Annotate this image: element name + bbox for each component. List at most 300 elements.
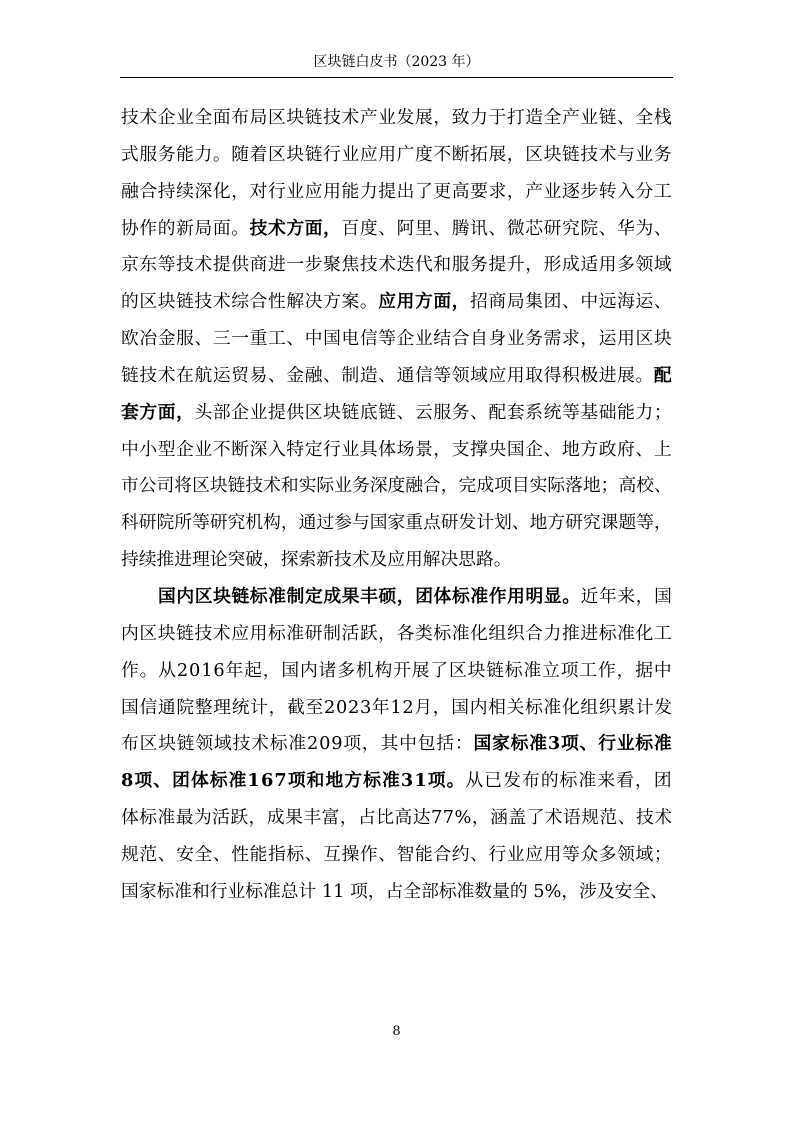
text-glyph: 应 bbox=[525, 844, 544, 865]
text-glyph: 企 bbox=[396, 329, 415, 350]
text-glyph: 布 bbox=[521, 771, 540, 792]
text-glyph: 块 bbox=[157, 292, 176, 313]
text-glyph: 块 bbox=[286, 144, 305, 165]
text-glyph: 极 bbox=[580, 365, 599, 386]
text-glyph: 的 bbox=[121, 292, 139, 313]
text-glyph: 来 bbox=[597, 771, 616, 792]
text-glyph: 标 bbox=[268, 623, 286, 644]
text-glyph: 场 bbox=[396, 439, 415, 460]
text-glyph: 支 bbox=[451, 439, 470, 460]
bold-text-glyph: 准 bbox=[228, 770, 247, 792]
text-glyph: 研 bbox=[543, 218, 562, 239]
bold-text-glyph: 方 bbox=[344, 770, 363, 792]
text-glyph: 课 bbox=[600, 513, 619, 534]
text-glyph: 力 bbox=[543, 623, 562, 644]
text-glyph: 、 bbox=[470, 844, 488, 865]
text-glyph: 公 bbox=[138, 476, 157, 497]
text-glyph: 代 bbox=[415, 255, 433, 276]
text-glyph: 适 bbox=[580, 255, 599, 276]
text-glyph: 相 bbox=[488, 697, 506, 718]
text-line bbox=[121, 800, 672, 837]
text-glyph: 致 bbox=[451, 108, 470, 128]
text-glyph: 能 bbox=[617, 402, 635, 423]
text-glyph: 领 bbox=[195, 734, 214, 755]
text-glyph: 融 bbox=[405, 476, 424, 497]
bold-text-glyph: 准 bbox=[470, 585, 489, 607]
text-glyph: 链 bbox=[176, 292, 194, 313]
text-glyph: 了 bbox=[430, 660, 449, 681]
bold-text-glyph: 术 bbox=[268, 217, 286, 239]
text-glyph: 年 bbox=[225, 660, 244, 681]
text-glyph: 术 bbox=[157, 365, 176, 386]
text-glyph: 划 bbox=[494, 513, 512, 534]
text-glyph: 与 bbox=[617, 144, 635, 165]
text-glyph: 、 bbox=[194, 329, 213, 350]
text-glyph: ； bbox=[600, 476, 619, 497]
text-glyph: 中 bbox=[399, 734, 417, 755]
text-glyph: 占 bbox=[358, 808, 376, 829]
text-glyph: 标 bbox=[139, 808, 157, 829]
text-glyph: 深 bbox=[369, 476, 388, 497]
text-glyph: 迭 bbox=[396, 255, 415, 276]
text-glyph: 服 bbox=[451, 255, 470, 276]
text-glyph: 头 bbox=[194, 402, 213, 423]
text-glyph: 进 bbox=[268, 255, 286, 276]
text-glyph: 用 bbox=[249, 623, 268, 644]
text-glyph: 互 bbox=[323, 844, 341, 865]
running-header bbox=[120, 53, 673, 78]
text-glyph: 1 bbox=[201, 660, 213, 681]
text-glyph: 通 bbox=[396, 365, 415, 386]
text-line bbox=[121, 653, 672, 690]
text-glyph: 形 bbox=[543, 255, 562, 276]
text-glyph: 准 bbox=[543, 697, 562, 718]
text-glyph: 广 bbox=[396, 144, 415, 165]
text-glyph: 业 bbox=[506, 329, 525, 350]
text-glyph: 中 bbox=[121, 439, 139, 460]
text-glyph: 区 bbox=[635, 329, 654, 350]
text-glyph: 块 bbox=[209, 476, 228, 497]
text-glyph: 上 bbox=[653, 439, 672, 460]
text-glyph: 局 bbox=[506, 292, 525, 313]
text-glyph: 究 bbox=[582, 513, 601, 534]
text-glyph: 内 bbox=[121, 623, 139, 644]
text-glyph: 用 bbox=[506, 365, 525, 386]
text-glyph: 业 bbox=[635, 144, 654, 165]
text-glyph: 多 bbox=[337, 660, 356, 681]
text-glyph: 面 bbox=[212, 108, 231, 128]
text-glyph: 服 bbox=[433, 402, 452, 423]
text-glyph: 机 bbox=[245, 513, 264, 534]
text-glyph: 据 bbox=[635, 660, 654, 681]
text-glyph: 等 bbox=[636, 513, 654, 534]
text-glyph: 应 bbox=[231, 623, 250, 644]
text-glyph: 贸 bbox=[231, 365, 250, 386]
text-line bbox=[121, 726, 672, 763]
text-glyph: 项 bbox=[560, 660, 579, 681]
text-glyph: 市 bbox=[121, 476, 139, 497]
text-glyph: 型 bbox=[157, 439, 176, 460]
text-glyph: 金 bbox=[286, 365, 305, 386]
text-glyph: 京 bbox=[121, 255, 139, 276]
text-glyph: 准 bbox=[523, 660, 542, 681]
text-glyph: 面 bbox=[212, 218, 231, 239]
text-glyph: 、 bbox=[378, 844, 397, 865]
text-glyph: 府 bbox=[617, 439, 635, 460]
text-glyph: 发 bbox=[654, 697, 672, 718]
text-glyph: ， bbox=[616, 660, 635, 681]
text-glyph: 提 bbox=[488, 255, 507, 276]
text-glyph: ， bbox=[268, 697, 287, 718]
text-glyph: 、 bbox=[653, 476, 672, 497]
text-glyph: 用 bbox=[617, 329, 635, 350]
text-glyph: 研 bbox=[138, 513, 157, 534]
text-glyph: 块 bbox=[157, 623, 176, 644]
text-glyph: 远 bbox=[598, 292, 617, 313]
text-glyph: 百 bbox=[341, 218, 360, 239]
text-glyph: 布 bbox=[121, 734, 139, 755]
text-run: 持续推进理论突破，探索新技术及应用解决思路。 bbox=[121, 550, 512, 571]
text-glyph: 推 bbox=[562, 623, 580, 644]
text-glyph: 新 bbox=[176, 218, 194, 239]
bold-text-glyph: 方 bbox=[139, 401, 158, 423]
text-glyph: 组 bbox=[488, 623, 507, 644]
bold-text-glyph: 准 bbox=[654, 733, 672, 755]
bold-text-glyph: 成 bbox=[323, 585, 342, 607]
text-glyph: 求 bbox=[562, 329, 580, 350]
text-line bbox=[121, 174, 672, 211]
text-glyph: 区 bbox=[304, 402, 323, 423]
text-glyph: 工 bbox=[653, 181, 672, 202]
text-glyph: 供 bbox=[286, 402, 305, 423]
text-glyph: 作 bbox=[139, 218, 158, 239]
text-glyph: 领 bbox=[451, 365, 470, 386]
text-glyph: 团 bbox=[543, 292, 562, 313]
text-glyph: 务 bbox=[157, 144, 176, 165]
text-glyph: 深 bbox=[249, 439, 268, 460]
bold-text-glyph: 7 bbox=[274, 770, 287, 792]
text-glyph: 化 bbox=[212, 181, 231, 202]
text-glyph: 比 bbox=[376, 808, 395, 829]
text-glyph: 、 bbox=[323, 365, 341, 386]
text-glyph: 链 bbox=[598, 108, 617, 128]
text-glyph: ， bbox=[378, 623, 397, 644]
text-glyph: 9 bbox=[331, 734, 343, 755]
text-glyph: 进 bbox=[580, 623, 599, 644]
text-glyph: 的 bbox=[157, 218, 176, 239]
text-glyph: 1 bbox=[390, 697, 402, 718]
bold-text-glyph: 定 bbox=[305, 585, 323, 607]
text-glyph: 工 bbox=[579, 660, 598, 681]
text-glyph: 3 bbox=[359, 697, 372, 718]
text-glyph: 究 bbox=[562, 218, 580, 239]
text-glyph: 业 bbox=[506, 844, 525, 865]
text-glyph: 展 bbox=[415, 108, 433, 128]
text-glyph: 中 bbox=[653, 660, 672, 681]
bold-text-glyph: 用 bbox=[396, 291, 415, 313]
text-line bbox=[121, 247, 672, 284]
text-glyph: 、 bbox=[653, 218, 672, 239]
bold-text-glyph: 1 bbox=[247, 770, 260, 792]
bold-text-glyph: 地 bbox=[325, 770, 344, 792]
text-glyph: 随 bbox=[231, 144, 250, 165]
text-glyph: 合 bbox=[139, 181, 158, 202]
text-glyph: 技 bbox=[245, 476, 264, 497]
text-glyph: 术 bbox=[251, 734, 269, 755]
bold-text-glyph: 准 bbox=[382, 770, 400, 792]
bold-text-glyph: 。 bbox=[446, 770, 465, 792]
text-glyph: ， bbox=[440, 476, 459, 497]
text-glyph: 等 bbox=[562, 844, 580, 865]
bold-text-glyph: 硕 bbox=[378, 585, 397, 607]
text-glyph: 服 bbox=[176, 329, 194, 350]
text-glyph: 应 bbox=[488, 365, 507, 386]
text-glyph: 实 bbox=[298, 476, 317, 497]
text-glyph: 行 bbox=[268, 181, 286, 202]
text-glyph: 0 bbox=[189, 660, 201, 681]
text-glyph: ， bbox=[231, 181, 250, 202]
text-glyph: 年 bbox=[599, 586, 617, 607]
text-glyph: 准 bbox=[617, 623, 635, 644]
text-glyph: 盖 bbox=[508, 808, 527, 829]
text-glyph: 积 bbox=[562, 365, 580, 386]
text-glyph: 作 bbox=[598, 660, 616, 681]
text-glyph: 等 bbox=[157, 255, 176, 276]
text-glyph: 断 bbox=[231, 439, 250, 460]
bold-text-glyph: 果 bbox=[341, 585, 360, 607]
text-glyph: 众 bbox=[580, 844, 599, 865]
text-glyph: 过 bbox=[316, 513, 335, 534]
text-glyph: 0 bbox=[319, 734, 331, 755]
text-glyph: 运 bbox=[598, 329, 617, 350]
text-glyph: 内 bbox=[300, 660, 318, 681]
text-glyph: 、 bbox=[562, 292, 580, 313]
text-glyph: 于 bbox=[488, 108, 507, 128]
bold-text-glyph: 方 bbox=[415, 291, 433, 313]
text-glyph: 约 bbox=[451, 844, 470, 865]
text-glyph: 解 bbox=[286, 292, 305, 313]
text-glyph: 等 bbox=[378, 329, 397, 350]
text-glyph: ， bbox=[471, 808, 490, 829]
text-glyph: 能 bbox=[176, 144, 194, 165]
bold-text-glyph: 标 bbox=[452, 585, 470, 607]
text-glyph: 力 bbox=[470, 108, 488, 128]
text-glyph: 全 bbox=[194, 844, 213, 865]
text-glyph: 航 bbox=[194, 365, 213, 386]
text-glyph: 企 bbox=[157, 108, 176, 128]
text-glyph: 云 bbox=[415, 402, 433, 423]
text-glyph: 用 bbox=[598, 255, 617, 276]
text-glyph: 技 bbox=[323, 108, 341, 128]
text-glyph: 链 bbox=[304, 108, 323, 128]
text-glyph: 更 bbox=[433, 181, 452, 202]
text-glyph: 统 bbox=[543, 402, 562, 423]
bold-text-glyph: 项 bbox=[561, 733, 579, 755]
text-glyph: 、 bbox=[470, 402, 488, 423]
text-glyph: 和 bbox=[433, 255, 452, 276]
text-glyph: 块 bbox=[543, 144, 562, 165]
text-glyph: 金 bbox=[157, 329, 176, 350]
bold-text-glyph: 套 bbox=[121, 401, 139, 423]
text-glyph: 与 bbox=[351, 513, 370, 534]
text-glyph: 链 bbox=[378, 402, 397, 423]
text-glyph: 商 bbox=[249, 255, 268, 276]
text-glyph: 地 bbox=[562, 439, 580, 460]
text-line bbox=[121, 505, 672, 542]
text-glyph: ， bbox=[432, 697, 451, 718]
text-glyph: 技 bbox=[232, 734, 251, 755]
text-glyph: 工 bbox=[653, 623, 672, 644]
text-glyph: 集 bbox=[525, 292, 544, 313]
text-glyph: 各 bbox=[396, 623, 415, 644]
text-glyph: 、 bbox=[488, 218, 507, 239]
text-glyph: 信 bbox=[359, 329, 378, 350]
text-glyph: 要 bbox=[470, 181, 488, 202]
text-glyph: 术 bbox=[378, 255, 397, 276]
bold-text-glyph: 面 bbox=[157, 401, 176, 423]
text-line bbox=[121, 137, 672, 174]
text-glyph: 提 bbox=[378, 181, 397, 202]
text-glyph: 高 bbox=[394, 808, 413, 829]
text-glyph: 化 bbox=[470, 623, 488, 644]
text-glyph: 为 bbox=[635, 218, 654, 239]
text-glyph: 项 bbox=[494, 476, 512, 497]
text-glyph: 机 bbox=[355, 660, 374, 681]
text-glyph: 等 bbox=[192, 513, 210, 534]
text-glyph: 信 bbox=[139, 697, 158, 718]
bold-text-glyph: 团 bbox=[415, 585, 434, 607]
bold-text-glyph: 用 bbox=[507, 585, 525, 607]
text-glyph: 、 bbox=[511, 513, 530, 534]
text-glyph: ， bbox=[635, 586, 654, 607]
text-glyph: 范 bbox=[139, 844, 158, 865]
text-glyph: 了 bbox=[415, 181, 433, 202]
text-glyph: 度 bbox=[387, 476, 406, 497]
text-glyph: 发 bbox=[458, 513, 477, 534]
text-glyph: 项 bbox=[343, 734, 362, 755]
text-glyph: 成 bbox=[266, 808, 285, 829]
text-glyph: 领 bbox=[635, 255, 654, 276]
text-glyph: 内 bbox=[469, 697, 488, 718]
text-glyph: 家 bbox=[387, 513, 406, 534]
text-glyph: 、 bbox=[617, 808, 636, 829]
text-glyph: 产 bbox=[525, 181, 544, 202]
text-glyph: 配 bbox=[488, 402, 507, 423]
bold-text-glyph: 项 bbox=[134, 770, 153, 792]
text-glyph: 小 bbox=[139, 439, 158, 460]
text-glyph: 落 bbox=[565, 476, 583, 497]
bold-text-glyph: 标 bbox=[209, 770, 228, 792]
bold-text-glyph: 体 bbox=[190, 770, 209, 792]
text-glyph: 务 bbox=[451, 402, 470, 423]
text-glyph: 包 bbox=[417, 734, 436, 755]
text-glyph: 链 bbox=[562, 144, 580, 165]
text-glyph: 全 bbox=[543, 108, 562, 128]
text-glyph: 能 bbox=[415, 844, 433, 865]
text-glyph: 通 bbox=[157, 697, 176, 718]
bold-text-glyph: 8 bbox=[121, 770, 134, 792]
text-glyph: 术 bbox=[212, 623, 231, 644]
text-glyph: 智 bbox=[396, 844, 415, 865]
text-glyph: 了 bbox=[526, 808, 545, 829]
text-glyph: 所 bbox=[174, 513, 193, 534]
text-glyph: 融 bbox=[304, 365, 323, 386]
text-glyph: 通 bbox=[298, 513, 317, 534]
text-glyph: 来 bbox=[617, 586, 636, 607]
text-line bbox=[121, 579, 672, 616]
text-glyph: ， bbox=[280, 513, 299, 534]
bold-text-glyph: 区 bbox=[194, 585, 213, 607]
text-glyph: 重 bbox=[405, 513, 424, 534]
text-glyph: 完 bbox=[458, 476, 477, 497]
text-glyph: 块 bbox=[286, 108, 305, 128]
bold-text-glyph: ， bbox=[176, 401, 194, 423]
text-glyph: 业 bbox=[249, 402, 268, 423]
text-glyph: 、 bbox=[304, 844, 323, 865]
text-glyph: 、 bbox=[286, 329, 305, 350]
text-glyph: 术 bbox=[263, 476, 281, 497]
text-glyph: 套 bbox=[506, 402, 525, 423]
text-glyph: 提 bbox=[212, 255, 231, 276]
bold-text-glyph: 、 bbox=[153, 770, 172, 792]
text-glyph: 语 bbox=[563, 808, 581, 829]
text-glyph: 三 bbox=[212, 329, 231, 350]
text-glyph: 7 bbox=[430, 808, 443, 829]
text-glyph: 多 bbox=[617, 255, 635, 276]
text-glyph: 具 bbox=[359, 439, 378, 460]
bold-text-glyph: 标 bbox=[510, 733, 529, 755]
text-glyph: 国 bbox=[451, 697, 470, 718]
text-glyph: 不 bbox=[433, 144, 452, 165]
text-glyph: 准 bbox=[451, 623, 470, 644]
body-text bbox=[121, 100, 672, 911]
text-glyph: 科 bbox=[121, 513, 139, 534]
text-glyph: 着 bbox=[249, 144, 268, 165]
text-glyph: 业 bbox=[543, 181, 562, 202]
bold-text-glyph: 项 bbox=[287, 770, 306, 792]
text-glyph: 区 bbox=[139, 623, 158, 644]
text-glyph: 达 bbox=[412, 808, 431, 829]
text-glyph: 块 bbox=[653, 329, 672, 350]
text-glyph: ； bbox=[653, 844, 672, 865]
text-glyph: 术 bbox=[212, 292, 231, 313]
text-glyph: 海 bbox=[617, 292, 635, 313]
text-glyph: ， bbox=[635, 771, 653, 792]
text-glyph: 腾 bbox=[451, 218, 470, 239]
text-glyph: 芯 bbox=[525, 218, 544, 239]
text-glyph: 技 bbox=[139, 365, 158, 386]
text-glyph: 、 bbox=[378, 365, 397, 386]
text-glyph: 整 bbox=[194, 697, 213, 718]
text-glyph: 重 bbox=[249, 329, 268, 350]
text-glyph: 业 bbox=[580, 108, 599, 128]
text-glyph: 行 bbox=[488, 844, 507, 865]
text-glyph: 、 bbox=[635, 439, 654, 460]
text-glyph: 织 bbox=[506, 623, 525, 644]
text-line bbox=[121, 468, 672, 505]
text-glyph: 断 bbox=[451, 144, 470, 165]
text-glyph: 地 bbox=[529, 513, 548, 534]
bold-text-glyph: 面 bbox=[433, 291, 452, 313]
text-glyph: 2 bbox=[306, 734, 319, 755]
text-glyph: 性 bbox=[231, 844, 250, 865]
text-glyph: 技 bbox=[194, 623, 213, 644]
text-glyph: 区 bbox=[139, 734, 158, 755]
text-glyph: 础 bbox=[598, 402, 617, 423]
text-glyph: 统 bbox=[231, 697, 250, 718]
text-glyph: 已 bbox=[484, 771, 503, 792]
text-glyph: 国 bbox=[654, 586, 672, 607]
